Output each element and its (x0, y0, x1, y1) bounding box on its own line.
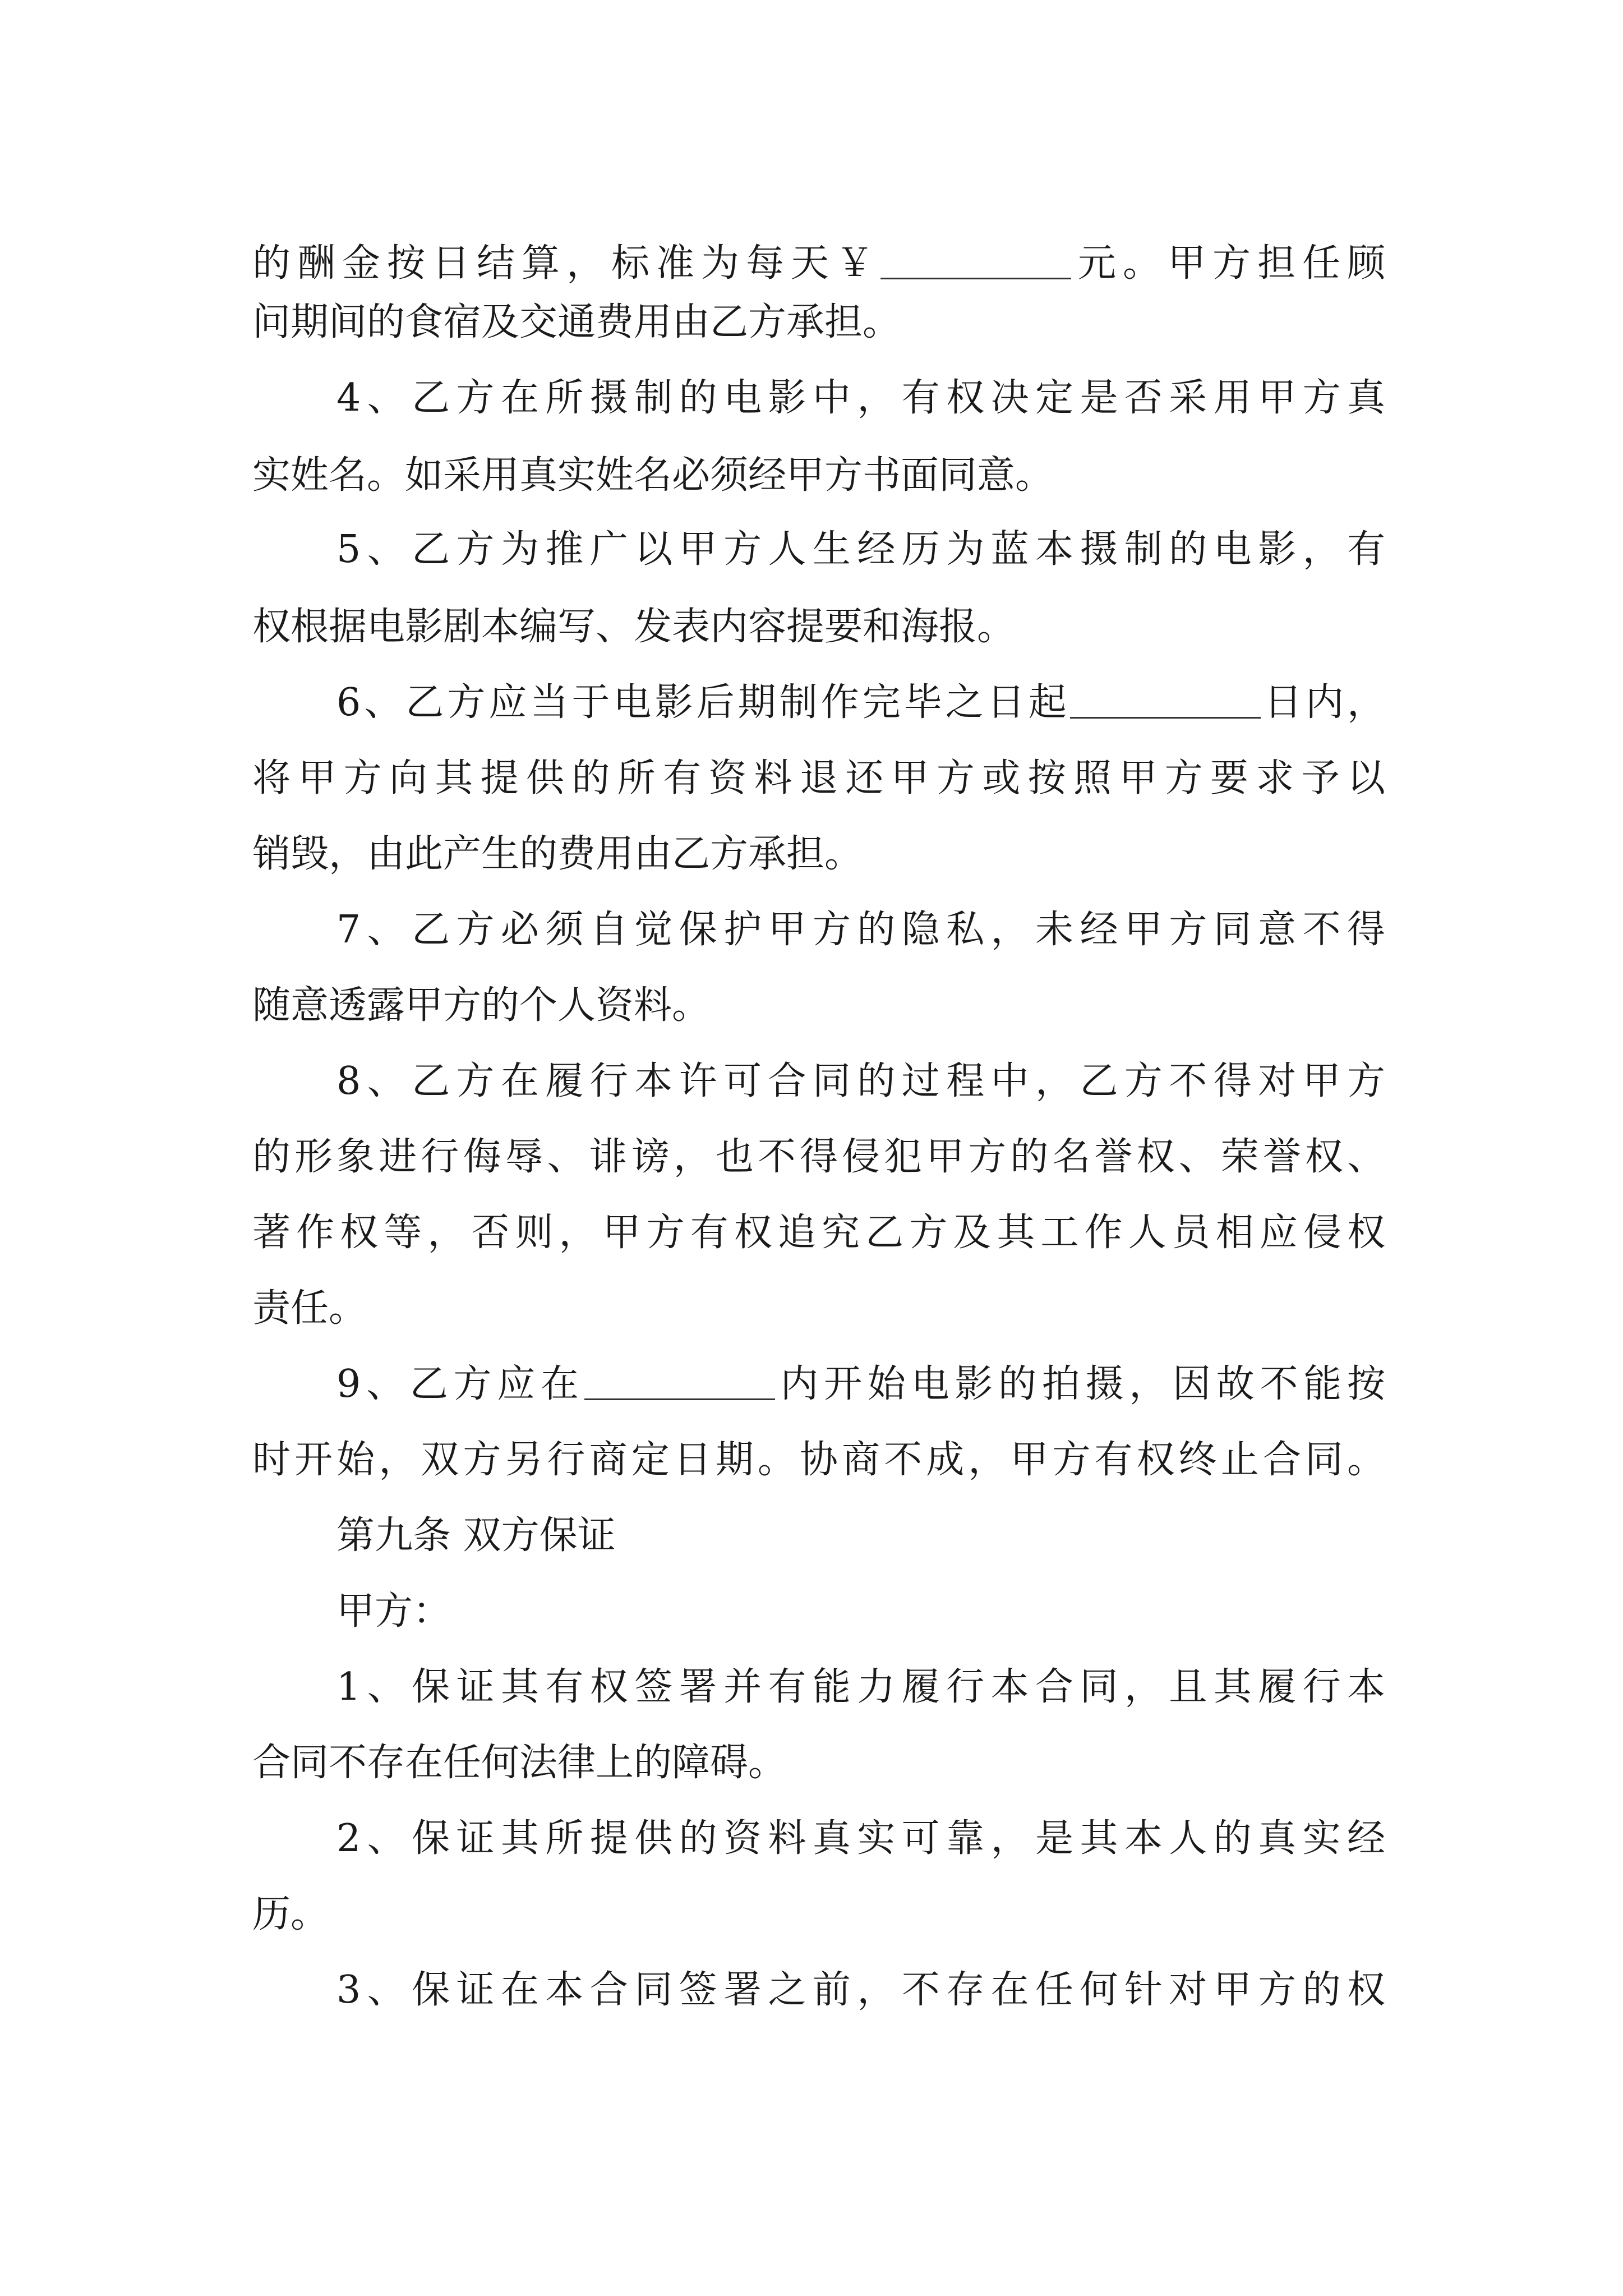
text-line: 销毁，由此产生的费用由乙方承担。 (252, 832, 863, 876)
fill-in-blank[interactable] (1070, 683, 1261, 719)
text-line: 历。 (252, 1892, 329, 1936)
text-segment: 日内， (1260, 680, 1385, 725)
text-line: 2、保证其所提供的资料真实可靠，是其本人的真实经 (336, 1816, 1385, 1861)
text-line (252, 1354, 1385, 1415)
text-line: 7、乙方必须自觉保护甲方的隐私，未经甲方同意不得 (336, 908, 1385, 952)
text-segment: 元。甲方担任顾 (1071, 241, 1385, 286)
text-line: 4、乙方在所摄制的电影中，有权决定是否采用甲方真 (336, 376, 1385, 420)
section-heading: 第九条 双方保证 (336, 1513, 616, 1558)
text-line (252, 672, 1385, 734)
fill-in-blank[interactable] (880, 244, 1071, 279)
text-segment: 的酬金按日结算，标准为每天￥ (252, 241, 880, 286)
text-line: 合同不存在任何法律上的障碍。 (252, 1741, 787, 1785)
text-line: 问期间的食宿及交通费用由乙方承担。 (252, 300, 901, 344)
document-page (252, 0, 1385, 2296)
text-line (252, 233, 1385, 295)
text-segment: 内开始电影的拍摄，因故不能按 (774, 1362, 1385, 1406)
text-line: 权根据电影剧本编写、发表内容提要和海报。 (252, 605, 1016, 649)
text-line: 随意透露甲方的个人资料。 (252, 983, 711, 1028)
fill-in-blank[interactable] (584, 1365, 775, 1400)
text-line: 责任。 (252, 1286, 367, 1331)
text-segment: 6、乙方应当于电影后期制作完毕之日起 (336, 680, 1070, 725)
text-line: 时开始，双方另行商定日期。协商不成，甲方有权终止合同。 (252, 1438, 1385, 1482)
text-line: 的形象进行侮辱、诽谤，也不得侵犯甲方的名誉权、荣誉权、 (252, 1135, 1385, 1179)
text-line: 8、乙方在履行本许可合同的过程中，乙方不得对甲方 (336, 1059, 1385, 1103)
text-line: 5、乙方为推广以甲方人生经历为蓝本摄制的电影，有 (336, 527, 1385, 572)
text-line: 著作权等，否则，甲方有权追究乙方及其工作人员相应侵权 (252, 1211, 1385, 1255)
text-line: 实姓名。如采用真实姓名必须经甲方书面同意。 (252, 453, 1054, 498)
text-segment: 9、乙方应在 (336, 1362, 584, 1406)
text-line: 3、保证在本合同签署之前，不存在任何针对甲方的权 (336, 1968, 1385, 2012)
text-line: 1、保证其有权签署并有能力履行本合同，且其履行本 (336, 1665, 1385, 1709)
text-line: 将甲方向其提供的所有资料退还甲方或按照甲方要求予以 (252, 756, 1385, 800)
party-label: 甲方： (336, 1589, 451, 1634)
